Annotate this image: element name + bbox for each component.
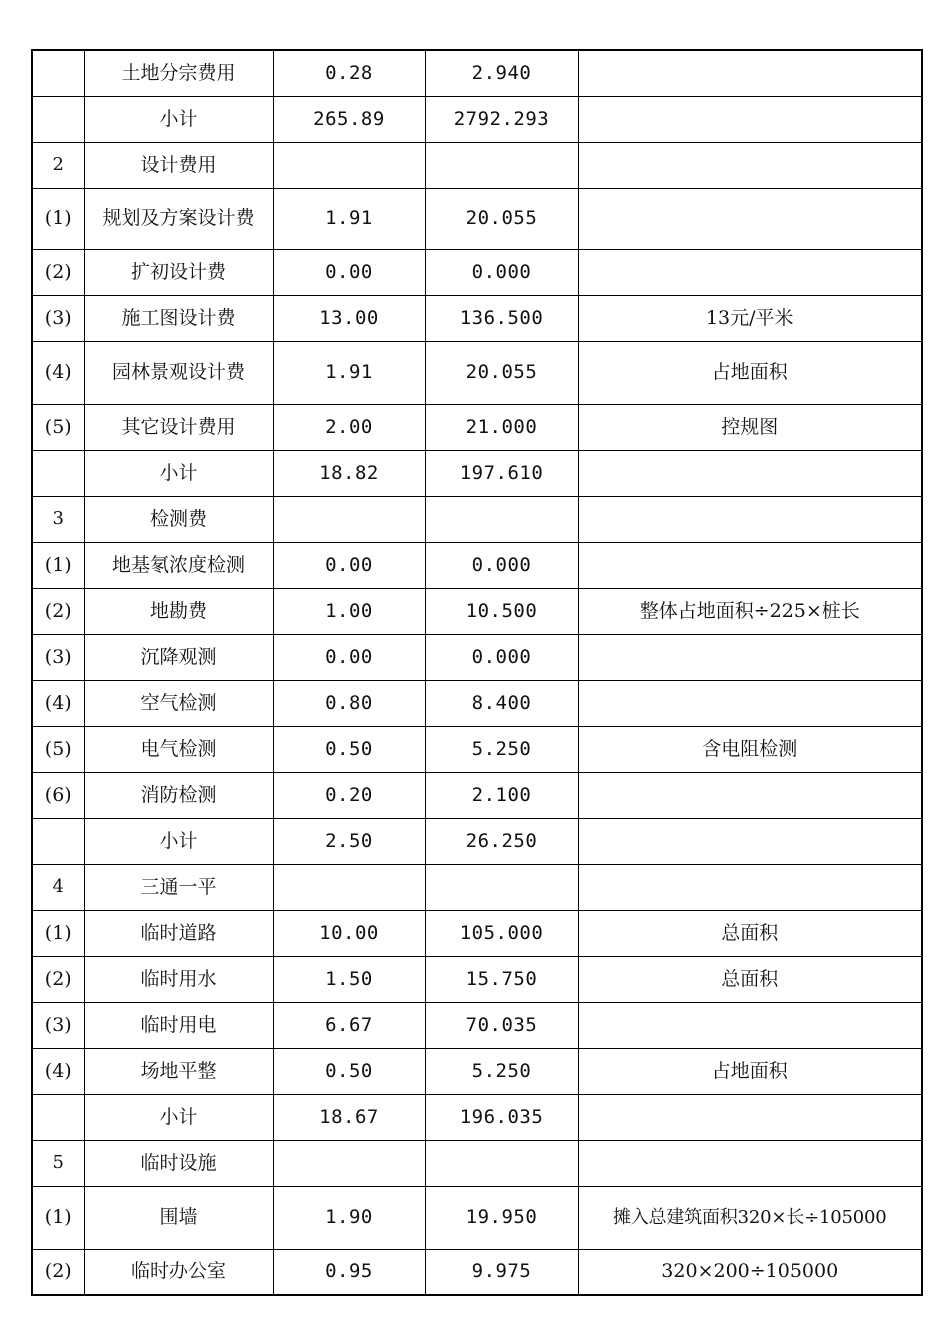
note: 整体占地面积÷225×桩长 bbox=[578, 588, 922, 634]
table-row bbox=[32, 295, 922, 341]
note: 占地面积 bbox=[578, 1048, 922, 1094]
row-number: (2) bbox=[32, 956, 84, 1002]
table-row bbox=[32, 404, 922, 450]
item-name: 扩初设计费 bbox=[84, 249, 273, 295]
unit-cost: 1.90 bbox=[273, 1186, 425, 1249]
item-name: 检测费 bbox=[84, 496, 273, 542]
table-row bbox=[32, 188, 922, 249]
table-row bbox=[32, 956, 922, 1002]
row-number bbox=[32, 1094, 84, 1140]
note: 总面积 bbox=[578, 910, 922, 956]
note: 摊入总建筑面积320×长÷105000 bbox=[578, 1186, 922, 1249]
unit-cost: 0.50 bbox=[273, 726, 425, 772]
note bbox=[578, 864, 922, 910]
table-row bbox=[32, 726, 922, 772]
unit-cost bbox=[273, 496, 425, 542]
total-amount: 136.500 bbox=[425, 295, 578, 341]
subtotal-row bbox=[32, 450, 922, 496]
row-number: (4) bbox=[32, 1048, 84, 1094]
row-number: (1) bbox=[32, 542, 84, 588]
row-number: (3) bbox=[32, 1002, 84, 1048]
row-number: (1) bbox=[32, 1186, 84, 1249]
note: 13元/平米 bbox=[578, 295, 922, 341]
unit-cost bbox=[273, 1140, 425, 1186]
item-name: 临时办公室 bbox=[84, 1249, 273, 1295]
note: 含电阻检测 bbox=[578, 726, 922, 772]
total-amount: 19.950 bbox=[425, 1186, 578, 1249]
item-name: 小计 bbox=[84, 1094, 273, 1140]
note: 总面积 bbox=[578, 956, 922, 1002]
item-name: 空气检测 bbox=[84, 680, 273, 726]
table-row bbox=[32, 680, 922, 726]
row-number: (2) bbox=[32, 588, 84, 634]
section-row bbox=[32, 142, 922, 188]
row-number: 3 bbox=[32, 496, 84, 542]
note bbox=[578, 496, 922, 542]
total-amount bbox=[425, 496, 578, 542]
item-name: 三通一平 bbox=[84, 864, 273, 910]
row-number bbox=[32, 450, 84, 496]
cost-table bbox=[31, 49, 923, 1296]
total-amount: 0.000 bbox=[425, 634, 578, 680]
table-row bbox=[32, 772, 922, 818]
item-name: 沉降观测 bbox=[84, 634, 273, 680]
row-number: 4 bbox=[32, 864, 84, 910]
item-name: 施工图设计费 bbox=[84, 295, 273, 341]
unit-cost: 2.00 bbox=[273, 404, 425, 450]
row-number: 5 bbox=[32, 1140, 84, 1186]
row-number bbox=[32, 50, 84, 96]
total-amount: 21.000 bbox=[425, 404, 578, 450]
note bbox=[578, 1094, 922, 1140]
item-name: 场地平整 bbox=[84, 1048, 273, 1094]
item-name: 临时用水 bbox=[84, 956, 273, 1002]
total-amount: 2792.293 bbox=[425, 96, 578, 142]
total-amount: 5.250 bbox=[425, 726, 578, 772]
item-name: 电气检测 bbox=[84, 726, 273, 772]
section-row bbox=[32, 496, 922, 542]
row-number: (2) bbox=[32, 249, 84, 295]
table-row bbox=[32, 588, 922, 634]
unit-cost: 10.00 bbox=[273, 910, 425, 956]
unit-cost: 1.91 bbox=[273, 341, 425, 404]
note bbox=[578, 1140, 922, 1186]
table-row bbox=[32, 1048, 922, 1094]
unit-cost: 0.00 bbox=[273, 634, 425, 680]
total-amount bbox=[425, 864, 578, 910]
unit-cost: 0.00 bbox=[273, 249, 425, 295]
cost-table-body bbox=[32, 50, 922, 1295]
unit-cost bbox=[273, 864, 425, 910]
item-name: 消防检测 bbox=[84, 772, 273, 818]
total-amount: 20.055 bbox=[425, 341, 578, 404]
row-number: (1) bbox=[32, 188, 84, 249]
unit-cost: 18.82 bbox=[273, 450, 425, 496]
table-row bbox=[32, 1249, 922, 1295]
item-name: 临时道路 bbox=[84, 910, 273, 956]
total-amount bbox=[425, 142, 578, 188]
item-name: 临时用电 bbox=[84, 1002, 273, 1048]
note bbox=[578, 772, 922, 818]
item-name: 园林景观设计费 bbox=[84, 341, 273, 404]
subtotal-row bbox=[32, 1094, 922, 1140]
total-amount: 5.250 bbox=[425, 1048, 578, 1094]
item-name: 地勘费 bbox=[84, 588, 273, 634]
section-row bbox=[32, 1140, 922, 1186]
row-number: (5) bbox=[32, 404, 84, 450]
section-row bbox=[32, 864, 922, 910]
item-name: 围墙 bbox=[84, 1186, 273, 1249]
unit-cost: 265.89 bbox=[273, 96, 425, 142]
table-row bbox=[32, 634, 922, 680]
note bbox=[578, 634, 922, 680]
item-name: 小计 bbox=[84, 450, 273, 496]
unit-cost: 0.00 bbox=[273, 542, 425, 588]
note bbox=[578, 1002, 922, 1048]
total-amount: 2.100 bbox=[425, 772, 578, 818]
total-amount: 8.400 bbox=[425, 680, 578, 726]
unit-cost: 13.00 bbox=[273, 295, 425, 341]
note bbox=[578, 818, 922, 864]
item-name: 规划及方案设计费 bbox=[84, 188, 273, 249]
unit-cost: 0.80 bbox=[273, 680, 425, 726]
row-number: (4) bbox=[32, 341, 84, 404]
unit-cost: 0.50 bbox=[273, 1048, 425, 1094]
note bbox=[578, 142, 922, 188]
note bbox=[578, 50, 922, 96]
unit-cost: 1.50 bbox=[273, 956, 425, 1002]
unit-cost: 6.67 bbox=[273, 1002, 425, 1048]
note: 占地面积 bbox=[578, 341, 922, 404]
item-name: 其它设计费用 bbox=[84, 404, 273, 450]
total-amount: 70.035 bbox=[425, 1002, 578, 1048]
row-number: (2) bbox=[32, 1249, 84, 1295]
table-row bbox=[32, 341, 922, 404]
table-row bbox=[32, 542, 922, 588]
total-amount: 197.610 bbox=[425, 450, 578, 496]
total-amount: 26.250 bbox=[425, 818, 578, 864]
note bbox=[578, 680, 922, 726]
total-amount: 9.975 bbox=[425, 1249, 578, 1295]
note bbox=[578, 542, 922, 588]
unit-cost: 0.28 bbox=[273, 50, 425, 96]
table-row bbox=[32, 50, 922, 96]
total-amount bbox=[425, 1140, 578, 1186]
row-number bbox=[32, 96, 84, 142]
subtotal-row bbox=[32, 96, 922, 142]
unit-cost: 18.67 bbox=[273, 1094, 425, 1140]
row-number bbox=[32, 818, 84, 864]
item-name: 地基氡浓度检测 bbox=[84, 542, 273, 588]
total-amount: 0.000 bbox=[425, 542, 578, 588]
total-amount: 20.055 bbox=[425, 188, 578, 249]
note bbox=[578, 96, 922, 142]
note bbox=[578, 249, 922, 295]
total-amount: 196.035 bbox=[425, 1094, 578, 1140]
item-name: 小计 bbox=[84, 818, 273, 864]
subtotal-row bbox=[32, 818, 922, 864]
unit-cost: 1.00 bbox=[273, 588, 425, 634]
note: 320×200÷105000 bbox=[578, 1249, 922, 1295]
unit-cost: 1.91 bbox=[273, 188, 425, 249]
row-number: (6) bbox=[32, 772, 84, 818]
unit-cost bbox=[273, 142, 425, 188]
row-number: (3) bbox=[32, 295, 84, 341]
table-row bbox=[32, 1186, 922, 1249]
unit-cost: 2.50 bbox=[273, 818, 425, 864]
total-amount: 0.000 bbox=[425, 249, 578, 295]
note bbox=[578, 450, 922, 496]
total-amount: 10.500 bbox=[425, 588, 578, 634]
item-name: 土地分宗费用 bbox=[84, 50, 273, 96]
row-number: (3) bbox=[32, 634, 84, 680]
unit-cost: 0.20 bbox=[273, 772, 425, 818]
total-amount: 2.940 bbox=[425, 50, 578, 96]
row-number: (1) bbox=[32, 910, 84, 956]
total-amount: 15.750 bbox=[425, 956, 578, 1002]
note: 控规图 bbox=[578, 404, 922, 450]
table-row bbox=[32, 1002, 922, 1048]
item-name: 设计费用 bbox=[84, 142, 273, 188]
row-number: 2 bbox=[32, 142, 84, 188]
table-row bbox=[32, 910, 922, 956]
item-name: 临时设施 bbox=[84, 1140, 273, 1186]
unit-cost: 0.95 bbox=[273, 1249, 425, 1295]
row-number: (4) bbox=[32, 680, 84, 726]
total-amount: 105.000 bbox=[425, 910, 578, 956]
row-number: (5) bbox=[32, 726, 84, 772]
item-name: 小计 bbox=[84, 96, 273, 142]
table-row bbox=[32, 249, 922, 295]
note bbox=[578, 188, 922, 249]
